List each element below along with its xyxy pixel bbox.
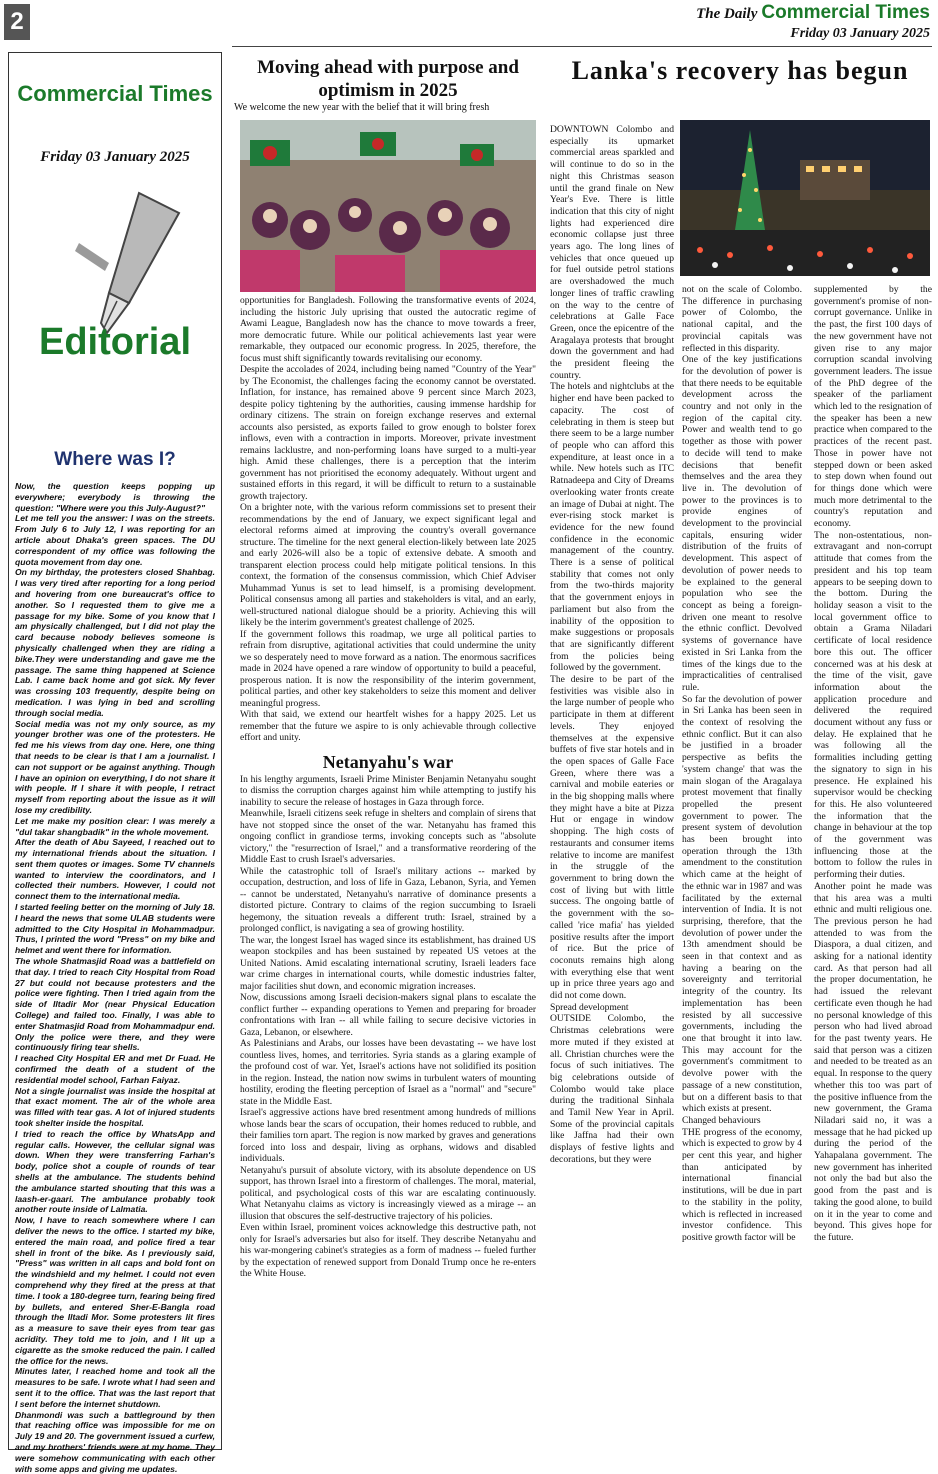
right-article-column-2 xyxy=(682,284,802,1446)
article-paragraph: With that said, we extend our heartfelt wishes for a happy 2025. Let us remember that the future we aspire to is only achievable through collective effort and unity. xyxy=(240,710,536,743)
article-paragraph: Israel's aggressive actions have bred resentment among hundreds of millions whose lands bear the scars of occupation, their homes reduced to rubble, and their families torn apart. The region is now marked by graves and generations forced into loss and despair, living as orphans, widows and disabled individuals. xyxy=(240,1108,536,1164)
sidebar-date: Friday 03 January 2025 xyxy=(40,149,190,165)
article-paragraph: DOWNTOWN Colombo and especially its upmarket commercial areas sparkled and will continue to do so in the night this Christmas season until the grand finale on New Year's Eve. There is little indication that this city of night lights had experienced dire economic collapse just three years ago. The long lines of vehicles that once queued up for fuel outside petrol stations are overshadowed the much longer lines of traffic crawling on the way to the centre of celebrations at Galle Face Green, once the epicentre of the Aragalaya protests that brought down the government and had the president fleeing the country. xyxy=(550,124,674,381)
masthead-rule xyxy=(232,46,932,47)
column-paragraph: Let me tell you the answer: I was on the streets. From July 6 to July 12, I was reporting for an article about Dhaka's green spaces. The DU correspondent of my office was following the quota movement from day one. xyxy=(15,513,215,567)
article-paragraph: THE progress of the economy, which is expected to grow by 4 per cent this year, and higher than anticipated by international financial institutions, will be due in part to the stability in the polity, which is reflected in increased investor confidence. This positive growth factor will be xyxy=(682,1126,802,1243)
middle-article-header xyxy=(234,56,542,114)
column-paragraph: I tried to reach the office by WhatsApp and regular calls. However, the cellular signal was down. When they were transferring Farhan's body, police shot a couple of rounds of tear shells at the ambulance. The students behind the ambulance started shouting that this was a laash-er-gaari. The ambulance probably took another route inside of Lalmatia. xyxy=(15,1128,215,1215)
article-paragraph: Despite the accolades of 2024, including being named "Country of the Year" by The Economist, the challenges facing the economy cannot be overstated. Inflation, for instance, has remained above 9 percent since March 2023, despite policy tightening by the authorities, causing immense hardship for ordinary citizens. The strain on foreign exchange reserves and external accounts also persisted, as exports failed to grow enough to bolster forex inflows, even with a contraction in imports. Moreover, private investment remains lacklustre, and non-performing loans have surged to a multi-year high. Amid these challenges, there is a perception that the interim government has not prioritised the economy adequately. Without urgent and sustained efforts in this regard, it will be difficult to return to a sustainable growth trajectory. xyxy=(240,365,536,502)
fountain-pen-icon xyxy=(69,183,189,343)
column-paragraph: Minutes later, I reached home and took all the measures to be safe. I wrote what I had seen and sent it to the office. That was the last report that I sent before the internet shutdown. xyxy=(15,1366,215,1409)
sidebar-logo: Commercial Times xyxy=(17,81,213,106)
article-paragraph: Meanwhile, Israeli citizens seek refuge in shelters and complain of sirens that have not stopped since the onset of the war. Netanyahu has framed this ongoing conflict in grandiose terms, invoking concepts such as "absolute victory," the "resurrection of Israel," and a transformative reordering of the Middle East to crush Israel's adversaries. xyxy=(240,809,536,865)
article-paragraph: not on the scale of Colombo. The difference in purchasing power of Colombo, the national capital, and the provincial capitals was reflected in this disparity. xyxy=(682,284,802,354)
column-paragraph: Let me make my position clear: I was merely a "dul takar shangbadik" in the whole movement. xyxy=(15,815,215,837)
masthead-title: Commercial Times xyxy=(761,2,930,23)
article-paragraph: supplemented by the government's promise of non-corrupt governance. Unlike in the past, the first 100 days of the new government have not given rise to any major corruption scandal involving government leaders. The issue of the PhD degree of the speaker of the parliament which led to the resignation of the speaker has been a new practice when compared to the practices of the recent past. Those in power have not stepped down or been asked to step down when found out for things done which were much more detrimental to the country's reputation and economy. xyxy=(814,284,932,530)
article-paragraph: Netanyahu's pursuit of absolute victory, with its absolute dependence on US support, has thrown Israel into a firestorm of challenges. The moral, material, political, and psychological costs of this war are escalating continuously. What Netanyahu claims as victory is increasingly viewed as a mirage -- an illusion that obscures the self-destructive trajectory of his policies. xyxy=(240,1165,536,1222)
article-paragraph: opportunities for Bangladesh. Following the transformative events of 2024, including the historic July uprising that ousted the autocratic regime of Awami League, Bangladesh now has the chance to move towards a freer, more democratic future. While our political achievements last year were remarkable, they outpaced our economic progress. In 2025, therefore, the focus must shift significantly towards revitalising our economy. xyxy=(240,296,536,364)
column-body xyxy=(15,481,215,1474)
column-paragraph: Dhanmondi was such a battleground by then that reaching office was impossible for me on July 19 and 20. The government issued a curfew, and my brothers' friends were at my home. They were somehow communicating with each other with some apps and giving me updates. xyxy=(15,1409,215,1474)
article-paragraph: On a brighter note, with the various reform commissions set to present their recommendations by the end of January, we expect significant legal and electoral reforms aimed at improving the country's overall governance structure. The timeline for the next general election-likely between late 2025 and early 2026-will also be a topic of extensive debate. A smooth and transparent election process could help mitigate political tensions. In this context, the formation of the consensus commission, which Chief Adviser Muhammad Yunus is set to lead himself, is a promising development. Political consensus among all parties and stakeholders is vital, and an early, well-structured national dialogue should be a priority. Achieving this will likely be the interim government's greatest challenge of 2025. xyxy=(240,503,536,628)
subheading: Changed behaviours xyxy=(682,1114,761,1126)
article-paragraph: Now, discussions among Israeli decision-makers signal plans to escalate the conflict further -- expanding operations to Yemen and preparing for broader confrontations with Iran -- all while failing to secure decisive victories in Gaza, Lebanon, or elsewhere. xyxy=(240,993,536,1038)
article-paragraph: One of the key justifications for the devolution of power is that there needs to be equitable development across the country and not only in the region of the capital city. Power and wealth tend to go together as those with power to decide will tend to make decisions that benefit themselves and the area they live in. The devolution of power to the provinces is to provide engines of development to the provincial capitals, ensuring wider distribution of the fruits of development. This aspect of devolution of power needs to be explained to the general population who see the concept as being a foreign-driven one meant to resolve the ethnic conflict. Devolved systems of governance have existed in Sri Lanka from the times of the kings due to the impracticalities of centralised rule. xyxy=(682,354,802,693)
column-paragraph: I reached City Hospital ER and met Dr Fuad. He confirmed the death of a student of the residential model school, Farhan Faiyaz. xyxy=(15,1053,215,1085)
article-paragraph: OUTSIDE Colombo, the Christmas celebrations were more muted if they existed at all. Christian churches were the focus of such initiatives. The big celebrations outside of Colombo would take place during the traditional Sinhala and Tamil New Year in April. Some of the provincial capitals like Jaffna had their own displays of festive lights and decorations, but they were xyxy=(550,1013,674,1165)
column-paragraph: Now, I have to reach somewhere where I can deliver the news to the office. I started my bike, entered the main road, and police fired a tear shell in front of the bike. As I previously said, "Press" was written in all caps and bold font on the windshield and my helmet. I could not even comprehend why they fired at the press at that time. I took a 180-degree turn, fearing being fired by bullets, and entered Sher-E-Bangla road through the Iltadi Mor. Some protesters lit fires as a measure to save their eyes from tear gas acridity. They told me to join, and I lit up a cigarette as the smoke reduced the pain. I called the office for the news. xyxy=(15,1215,215,1366)
column-paragraph: Not a single journalist was inside the hospital at that exact moment. The air of the whole area was filled with tear gas. A lot of injured students took shelter inside the hospital. xyxy=(15,1085,215,1129)
protest-crowd-photo xyxy=(240,120,536,292)
page-number: 2 xyxy=(4,4,30,40)
editorial-sidebar xyxy=(8,52,222,1474)
article-paragraph: While the catastrophic toll of Israel's military actions -- marked by occupation, destruction, and loss of life in Gaza, Lebanon, Syria, and Yemen -- cannot be understated, Netanyahu's narrative of dominance presents a distorted picture. Contrary to claims of the region succumbing to Israeli hegemony, the situation reveals a different truth: Israel, strained by a prolonged conflict, is navigating a sea of growing hostility. xyxy=(240,866,536,934)
column-paragraph: The whole Shatmasjid Road was a battlefield on that day. I tried to reach City Hospital from Road 27 but could not because protesters and the police were fighting. Then I tried again from the side of Iltadir Mor (near Physical Education College) and failed too. Finally, I was able to enter Shatmasjid Road from Mohammadpur end. Only the police were there, and they were continuously firing tear shells. xyxy=(15,956,215,1053)
column-title: Where was I? xyxy=(54,449,176,470)
right-article-column-1 xyxy=(550,124,674,1446)
article-paragraph: The war, the longest Israel has waged since its establishment, has drained US weapon stockpiles and has been sustained by repeated US vetoes at the United Nations. Amid escalating international scrutiny, Israeli leaders face war crime charges in international courts, while domestic industries falter, major facilities shut down, and economic migration increases. xyxy=(240,935,536,992)
article-paragraph: Another point he made was that his area was a multi ethnic and multi religious one. The previous person he had attended to was from the Diaspora, a dual citizen, and asking for a national identity card. As that person had all the proper documentation, he had issued the relevant certificate even though he had no personal knowledge of this person who had lived abroad for the past twenty years. He said that person was a citizen and needed to be treated as an equal. In response to the query whether this too was part of the positive influence from the new government, the Grama Niladari said no, it was a message that he had picked up during the period of the Yahapalana government. The new government has inherited not only the bad but also the good from the past and is taking the good alone, to build on it in the year to come and beyond. This gives hope for the future. xyxy=(814,880,932,1243)
right-article-column-3 xyxy=(814,284,932,1446)
column-paragraph: After the death of Abu Sayeed, I reached out to my international friends about the situation. I sent them quotes or images. Some TV channels wanted to interview the coordinators, and I collected their numbers. However, I could not connect them to the international media. xyxy=(15,837,215,902)
article-paragraph: If the government follows this roadmap, we urge all political parties to refrain from disruptive, agitational activities that could undermine the unity we so desperately need to move forward as a nation. The enormous sacrifices made in 2024 have opened a rare window of opportunity to build a peaceful, prosperous nation. It is now the responsibility of the interim government, political parties, and other key stakeholders to seize this moment and deliver meaningful progress. xyxy=(240,629,536,709)
masthead xyxy=(696,2,930,42)
column-paragraph: Social media was not my only source, as my younger brother was one of the protesters. He fed me his views from day one. Here, one thing that needs to be clear is that I am a journalist. I can not support or be against anything. Though I have an opinion on everything, I do not share it with people. If I share it with people, I retract myself from reporting about the issue as it will lose my credibility. xyxy=(15,718,215,815)
article-paragraph: Even within Israel, prominent voices acknowledge this destructive path, not only for Israel's adversaries but also for itself. They describe Netanyahu and his war-mongering cabinet's strategies as a form of madness -- fueled further by the expectation of renewed support from Donald Trump once he re-enters the White House. xyxy=(240,1223,536,1279)
article-paragraph: The non-ostentatious, non-extravagant and non-corrupt attitude that comes from the president and his top team appears to be seeping down to the bottom. During the holiday season a visit to the local government office to obtain a Grama Niladari certificate of local residence bore this out. The officer concerned was at his desk at the time of the visit, gave information about the application procedure and delivered the required document without any fuss or delay. He explained that he was following all the formalities including getting the signatory to sign in his presence. He explained his supervisor would be checking for this. He also volunteered the information that the change in behaviour at the top of the government was influencing those at the bottom to follow the rules in performing their duties. xyxy=(814,529,932,881)
article-paragraph: The hotels and nightclubs at the higher end have been packed to capacity. The cost of celebrating in them is steep but there seem to be a large number of people who can afford this expenditure, at least once in a while. New hotels such as ITC Ratnadeepa and City of Dreams overlooking water fronts create an image of Dubai at night. The ever-rising stock market is evidence for the new found confidence in the economic management of the country. There is a sense of political stability that comes not only from the two-thirds majority that the government enjoys in parliament but also from the inability of the opposition to make suggestions or proposals that are significantly different from the policies being followed by the government. xyxy=(550,381,674,674)
article-paragraph: In his lengthy arguments, Israeli Prime Minister Benjamin Netanyahu sought to dismiss the corruption charges against him while attempting to justify his inability to secure the release of hostages in Gaza through force. xyxy=(240,774,536,808)
colombo-night-lights-photo xyxy=(680,120,930,276)
column-paragraph: Now, the question keeps popping up everywhere; everybody is throwing the question: "Where were you this July-August?" xyxy=(15,481,215,513)
right-article-headline: Lanka's recovery has begun xyxy=(571,56,909,85)
masthead-the-daily: The Daily xyxy=(696,6,758,22)
article-headline: Moving ahead with purpose and optimism in 2025 xyxy=(257,57,519,101)
article-paragraph: So far the devolution of power in Sri Lanka has been seen in the context of resolving the ethnic conflict. But it can also be justified in a broader perspective as befits the 'system change' that was the main slogan of the Aragalaya protest movement that finally propelled the present government to power. The present system of devolution has been brought into operation through the 13th amendment to the constitution which came at the height of the ethnic war in 1987 and was facilitated by the external intervention of India. It is not surprising, therefore, that the devolution of power under the 13th amendment should be seen in that context and as having a bearing on the sovereignty and territorial integrity of the country. Its implementation has been resisted by all successive governments, including the one that brought it into law. This may account for the government's commitment to devolve power with the passage of a new constitution, but on a different basis to that which exists at present. xyxy=(682,693,802,1115)
article-paragraph: As Palestinians and Arabs, our losses have been devastating -- we have lost countless lives, homes, and territories. Syria stands as a glaring example of the profound cost of war. Yet, Israel's actions have not solidified its position in the region. Instead, the nation now swims in turbulent waters of mounting hostility, eroding the fleeting perception of Israel as a "normal" and "secure" state in the Middle East. xyxy=(240,1039,536,1107)
section-title: Editorial xyxy=(38,321,192,363)
masthead-date: Friday 03 January 2025 xyxy=(790,26,930,41)
subheading: Spread development xyxy=(550,1001,629,1013)
article-headline-2: Netanyahu's war xyxy=(322,751,454,772)
middle-article-body xyxy=(240,296,536,1446)
column-paragraph: On my birthday, the protesters closed Shahbag. I was very tired after reporting for a long period and hovering from one bureaucrat's office to another. So I requested them to give me a passage for my bike. Some of you know that I am physically challenged, but I did not play the card because nobody believes someone is physically challenged when they are riding a bike.They were understanding and gave me the passage. The same thing happened at Science Lab. I came back home and got sick. My fever was crossing 103 frequently, despite being on medication. I was lying in bed and scrolling through social media. xyxy=(15,567,215,718)
column-paragraph: I started feeling better on the morning of July 18. I heard the news that some ULAB students were admitted to the City Hospital in Mohammadpur. Thus, I printed the word "Press" on my bike and helmet and went there for information. xyxy=(15,902,215,956)
article-paragraph: The desire to be part of the festivities was visible also in the large number of people who participate in them at different levels. They enjoyed themselves at the expensive buffets of five star hotels and in the open spaces of Galle Face Green, where there was a carnival and mobile eateries or in the big shopping malls where they might have a bite at Pizza Hut or engage in window shopping. The high costs of restaurants and consumer items relative to income are manifest in the struggle of the government to bring down the cost of living but with little success. The ongoing battle of the government with the so-called 'rice mafia' has yielded positive results after the import of rice. But the price of coconuts remains high along with everything else that went up in price three years ago and did not come down. xyxy=(550,674,674,1002)
article-intro: We welcome the new year with the belief that it will bring fresh xyxy=(234,102,490,113)
